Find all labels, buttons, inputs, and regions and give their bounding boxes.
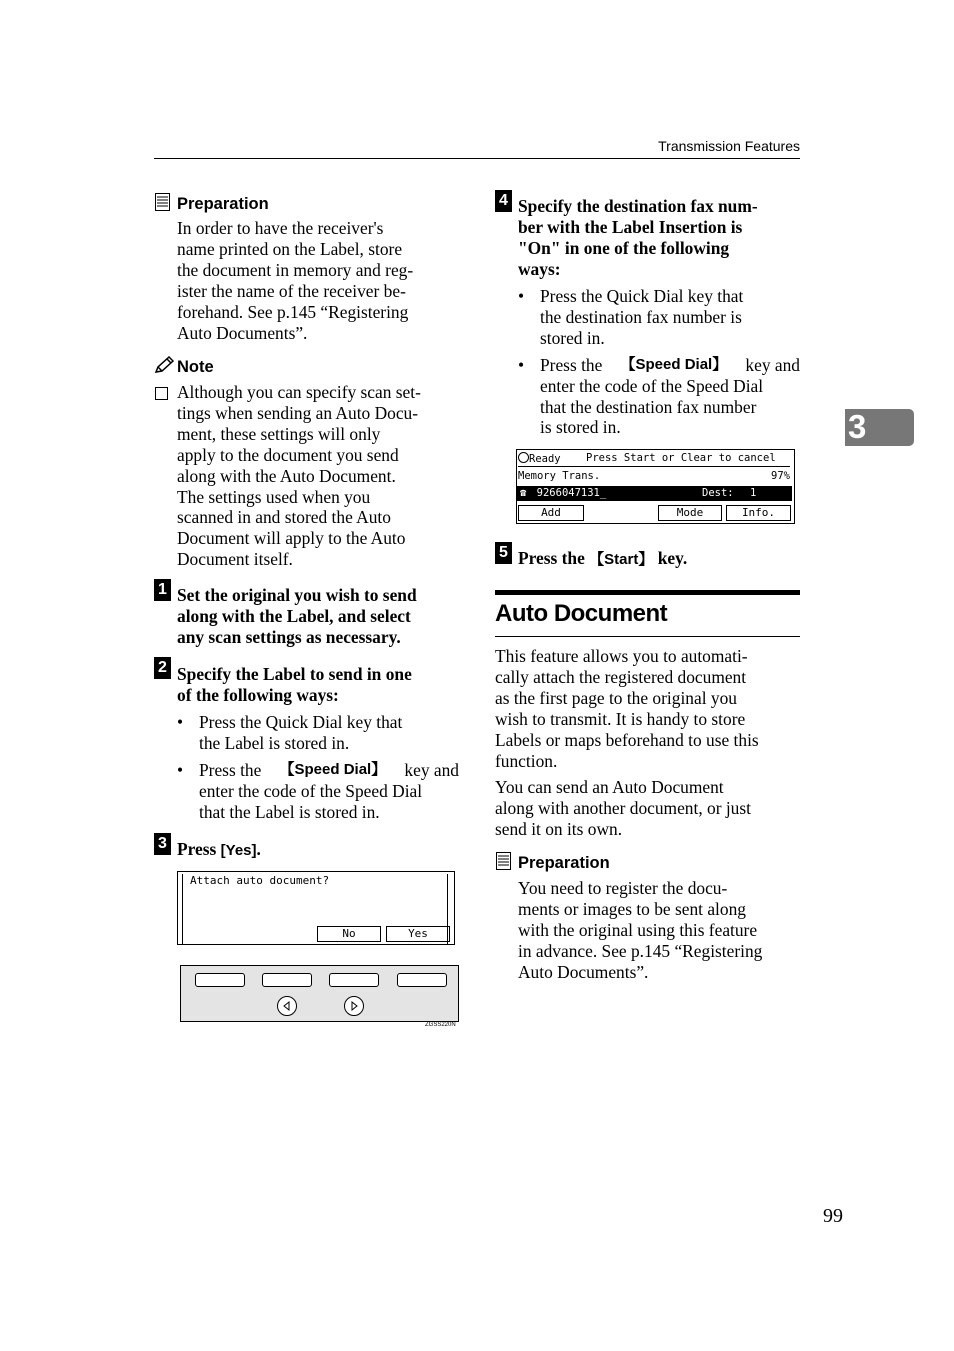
mode-button[interactable]: Mode xyxy=(658,505,722,521)
list-item xyxy=(177,760,459,823)
text-line: scanned in and stored the Auto xyxy=(177,507,391,528)
text-run: key and xyxy=(404,759,459,780)
text-line xyxy=(540,355,800,376)
speed-dial-key-label: 【Speed Dial】 xyxy=(620,355,728,373)
text-line: as the first page to the original you xyxy=(495,687,737,708)
list-item xyxy=(518,355,800,439)
note-heading: Note xyxy=(177,358,214,376)
section-paragraph-1 xyxy=(495,646,800,771)
figure-code: ZGSS220N xyxy=(425,1022,456,1028)
text-line: Press the Quick Dial key that xyxy=(540,286,744,306)
bullet-icon: • xyxy=(177,759,184,780)
start-key-label: 【Start】 xyxy=(589,551,654,568)
bullet-text xyxy=(199,712,459,754)
step-5-badge: 5 xyxy=(495,542,512,564)
control-panel-illustration xyxy=(180,965,459,1022)
text-line: ments or images to be sent along xyxy=(518,898,746,919)
lcd-row-number xyxy=(517,486,792,501)
selection-key-1[interactable] xyxy=(195,973,245,987)
left-arrow-button[interactable] xyxy=(277,996,297,1016)
step-1-badge: 1 xyxy=(154,579,171,601)
no-button[interactable]: No xyxy=(317,926,381,942)
bullet-icon: • xyxy=(177,712,184,732)
text-line: the Label is stored in. xyxy=(199,732,350,753)
text-line: Specify the destination fax num- xyxy=(518,196,758,216)
section-rule-top xyxy=(495,590,800,595)
text-line: any scan settings as necessary. xyxy=(177,627,401,647)
text-line: enter the code of the Speed Dial xyxy=(199,780,423,801)
text-line: that the Label is stored in. xyxy=(199,801,380,822)
text-line: is stored in. xyxy=(540,417,621,438)
text-run: key and xyxy=(745,354,800,375)
text-line: along with the Label, and select xyxy=(177,606,411,626)
speed-dial-key-label: 【Speed Dial】 xyxy=(279,760,387,778)
text-line: Press the Quick Dial key that xyxy=(199,712,403,732)
text-line: the destination fax number is xyxy=(540,306,742,327)
yes-key-label: [Yes] xyxy=(220,842,257,859)
running-header: Transmission Features xyxy=(658,138,800,154)
bullet-text xyxy=(540,355,800,439)
bullet-icon: • xyxy=(518,286,525,306)
step-2-badge: 2 xyxy=(154,657,171,679)
list-item xyxy=(177,712,459,754)
selection-key-4[interactable] xyxy=(397,973,447,987)
bullet-text xyxy=(540,286,800,349)
text-line: ways: xyxy=(518,259,561,279)
text-line: with the original using this feature xyxy=(518,919,758,940)
note-checkbox-icon xyxy=(155,387,168,400)
text-line: ister the name of the receiver be- xyxy=(177,280,406,301)
text-line: ber with the Label Insertion is xyxy=(518,217,743,237)
text-line: Auto Documents”. xyxy=(518,961,649,982)
preparation-icon xyxy=(496,852,511,870)
add-button[interactable]: Add xyxy=(518,505,584,521)
triangle-left-icon xyxy=(278,997,296,1015)
text-line: This feature allows you to automati- xyxy=(495,646,748,666)
text-line: You need to register the docu- xyxy=(518,878,728,898)
text-line: Auto Documents”. xyxy=(177,322,308,343)
right-arrow-button[interactable] xyxy=(344,996,364,1016)
text-line: Set the original you wish to send xyxy=(177,585,417,605)
text-run: key. xyxy=(653,548,688,568)
chapter-tab xyxy=(845,409,914,446)
lcd-ready-screen xyxy=(516,449,795,524)
step-3-badge: 3 xyxy=(154,833,171,855)
text-line: name printed on the Label, store xyxy=(177,238,403,259)
text-line xyxy=(199,760,459,781)
status-text: Ready xyxy=(529,453,561,465)
preparation-text xyxy=(177,218,459,343)
phone-icon: ☎ xyxy=(520,487,527,499)
text-line: You can send an Auto Document xyxy=(495,777,724,797)
step-3-text xyxy=(177,839,261,861)
text-line: Document itself. xyxy=(177,549,293,570)
text-line: "On" in one of the following xyxy=(518,238,730,258)
step-4-bullets xyxy=(518,286,800,438)
pencil-icon xyxy=(154,356,174,374)
text-line: cally attach the registered document xyxy=(495,666,747,687)
memory-percent: 97% xyxy=(771,470,790,482)
text-run: Press the xyxy=(518,548,590,568)
text-line: ment, these settings will only xyxy=(177,423,381,444)
selection-key-2[interactable] xyxy=(262,973,312,987)
step-2-text xyxy=(177,664,459,706)
text-line: send it on its own. xyxy=(495,818,623,839)
step-4-badge: 4 xyxy=(495,190,512,212)
text-line: apply to the document you send xyxy=(177,444,399,465)
bullet-text xyxy=(199,760,459,823)
text-line: forehand. See p.145 “Registering xyxy=(177,301,409,322)
text-line: enter the code of the Speed Dial xyxy=(540,375,764,396)
text-line: Although you can specify scan set- xyxy=(177,382,421,402)
text-line: Specify the Label to send in one xyxy=(177,664,412,684)
lcd-attach-screen xyxy=(177,871,455,945)
status-message: Press Start or Clear to cancel xyxy=(586,452,776,464)
preparation-heading: Preparation xyxy=(518,854,610,872)
preparation-text xyxy=(518,878,800,983)
text-line: function. xyxy=(495,750,558,771)
ready-indicator-icon xyxy=(518,452,529,463)
text-line: that the destination fax number xyxy=(540,396,757,417)
preparation-heading: Preparation xyxy=(177,195,269,213)
text-run: Press xyxy=(177,839,221,859)
step-5-text xyxy=(518,548,687,570)
text-line: In order to have the receiver's xyxy=(177,218,384,238)
text-line: along with the Auto Document. xyxy=(177,465,396,486)
text-line: of the following ways: xyxy=(177,685,339,705)
bullet-icon: • xyxy=(518,354,525,375)
step-1-text xyxy=(177,585,459,648)
step-2-bullets xyxy=(177,712,459,823)
selection-key-3[interactable] xyxy=(329,973,379,987)
transmission-mode: Memory Trans. xyxy=(518,470,601,482)
text-line: The settings used when you xyxy=(177,486,371,507)
section-paragraph-2 xyxy=(495,777,800,840)
dest-label: Dest: xyxy=(702,487,734,499)
text-line: in advance. See p.145 “Registering xyxy=(518,940,763,961)
yes-button[interactable]: Yes xyxy=(386,926,450,942)
lcd-message: Attach auto document? xyxy=(190,874,330,887)
text-line: Labels or maps beforehand to use this xyxy=(495,729,759,750)
text-line: wish to transmit. It is handy to store xyxy=(495,708,746,729)
text-run: . xyxy=(256,839,261,859)
text-line: the document in memory and reg- xyxy=(177,259,414,280)
triangle-right-icon xyxy=(345,997,363,1015)
lcd-row-mode xyxy=(518,470,792,482)
fax-number-display: 9266047131_ xyxy=(536,487,607,499)
text-line: Document will apply to the Auto xyxy=(177,528,406,549)
text-line: tings when sending an Auto Docu- xyxy=(177,402,419,423)
section-rule-bottom xyxy=(495,636,800,637)
chapter-number: 3 xyxy=(848,408,867,445)
dest-count: 1 xyxy=(750,487,757,499)
page-number: 99 xyxy=(823,1205,843,1227)
note-text xyxy=(177,382,459,570)
step-4-text xyxy=(518,196,800,280)
text-line: along with another document, or just xyxy=(495,797,751,818)
preparation-icon xyxy=(155,193,170,211)
section-title: Auto Document xyxy=(495,600,668,627)
text-run: Press the xyxy=(199,759,262,780)
text-line: stored in. xyxy=(540,327,605,348)
info-button[interactable]: Info. xyxy=(726,505,791,521)
list-item xyxy=(518,286,800,349)
lcd-row-status xyxy=(518,452,790,467)
text-run: Press the xyxy=(540,354,603,375)
header-rule xyxy=(154,158,800,159)
